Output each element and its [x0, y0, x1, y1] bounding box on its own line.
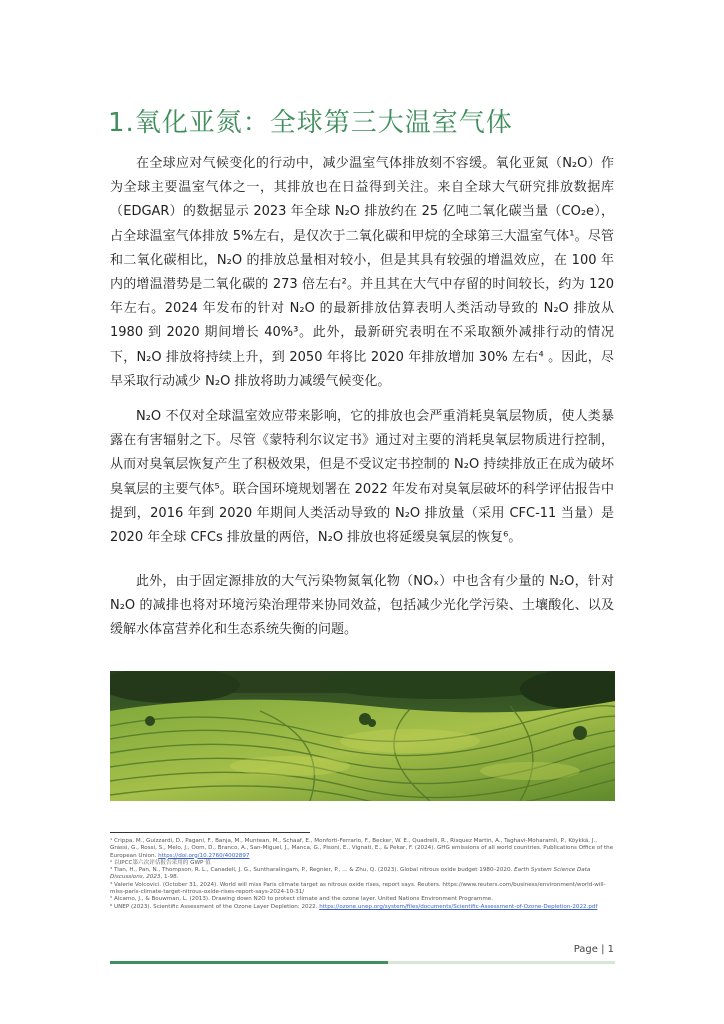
footnote-divider [110, 832, 310, 833]
footnote-3 [110, 867, 615, 882]
footnote-3-text: ³ Tian, H., Pan, N., Thompson, R. L., Canadell, J. G., Suntharalingam, P., Regnier, P., ... & Zhu, Q. (2023). Global nitrous oxide budget 1980–2020. [110, 867, 515, 874]
footnote-6 [110, 904, 615, 911]
footnote-1 [110, 838, 615, 860]
footnote-2: ² 以IPCC第六次评估报告采用的 GWP 值 [110, 859, 211, 866]
paragraph-3: 此外，由于固定源排放的大气污染物氮氧化物（NOₓ）中也含有少量的 N₂O，针对 N₂O 的减排也将对环境污染治理带来协同效益，包括减少光化学污染、土壤酸化、以及缓解水体富营养化和生态系统失衡的问题。 [110, 574, 614, 638]
footnote-4: ⁴ Valerie Volcovici. (October 31, 2024). World will miss Paris climate target as nitrous oxide rises, report says. Reuters. https://www.reuters.com/business/environment/world-will-miss-paris-climate-target-nitrous-oxide-rises-report-says-2024-10-31/ [110, 881, 606, 896]
footnote-6-text: ⁶ UNEP (2023). Scientific Assessment of the Ozone Layer Depletion: 2022. [110, 903, 320, 910]
paragraph-1: 在全球应对气候变化的行动中，减少温室气体排放刻不容缓。氧化亚氮（N₂O）作为全球主要温室气体之一，其排放也在日益得到关注。来自全球大气研究排放数据库（EDGAR）的数据显示 2023 年全球 N₂O 排放约在 25 亿吨二氧化碳当量（CO₂e），占全球温室气体排放 5%左右，是仅次于二氧化碳和甲烷的全球第三大温室气体¹。尽管和二氧化碳相比，N₂O 的排放总量相对较小，但是其具有较强的增温效应，在 100 年内的增温潜势是二氧化碳的 273 倍左右²。并且其在大气中存留的时间较长，约为 120 年左右。2024 年发布的针对 N₂O 的最新排放估算表明人类活动导致的 N₂O 排放从 1980 到 2020 期间增长 40%³。此外，最新研究表明在不采取额外减排行动的情况下，N₂O 排放将持续上升，到 2050 年将比 2020 年排放增加 30% 左右⁴ 。因此，尽早采取行动减少 N₂O 排放将助力减缓气候变化。 [110, 156, 614, 389]
footnote-3-tail: , 1-98. [160, 874, 179, 881]
page-number: Page | 1 [573, 944, 614, 955]
paragraph-2: N₂O 不仅对全球温室效应带来影响，它的排放也会严重消耗臭氧层物质，使人类暴露在有害辐射之下。尽管《蒙特利尔议定书》通过对主要的消耗臭氧层物质进行控制，从而对臭氧层恢复产生了积极效果，但是不受议定书控制的 N₂O 持续排放正在成为破坏臭氧层的主要气体⁵。联合国环境规划署在 2022 年发布对臭氧层破坏的科学评估报告中提到，2016 年到 2020 年期间人类活动导致的 N₂O 排放量（采用 CFC-11 当量）是 2020 年全球 CFCs 排放量的两倍，N₂O 排放也将延缓臭氧层的恢复⁶。 [110, 409, 614, 546]
footnote-6-link[interactable]: https://ozone.unep.org/system/files/documents/Scientific-Assessment-of-Ozone-Depletion-2022.pdf [319, 903, 598, 910]
footnote-5: ⁵ Alcamo, J., & Bouwman, L. (2013). Drawing down N2O to protect climate and the ozone layer. United Nations Environment Programme. [110, 896, 493, 903]
reading-progress-track [110, 961, 615, 964]
footnotes [110, 838, 615, 911]
rice-terrace-photo [110, 671, 615, 801]
footnote-3-journal: Earth System Science Data Discussions, 2023 [110, 867, 591, 881]
section-title: 1.氧化亚氮：全球第三大温室气体 [108, 108, 513, 138]
reading-progress-fill [110, 961, 388, 964]
footnote-1-link[interactable]: https://doi.org/10.2760/4002897 [158, 852, 250, 859]
footnote-1-text: ¹ Crippa, M., Guizzardi, D., Pagani, F., Banja, M., Muntean, M., Schaaf, E., Monforti-Ferrario, F., Becker, W. E., Quadrelli, R., Risquez Martin, A., Taghavi-Moharamli, P., Köykkä, J., Grassi, G., Rossi, S., Melo, J., Oom, D., Branco, A., San-Miguel, J., Manca, G., Pisoni, E., Vignati, E., & Pekar, F. (2024). GHG emissions of all world countries. Publications Office of the European Union. [110, 838, 614, 859]
